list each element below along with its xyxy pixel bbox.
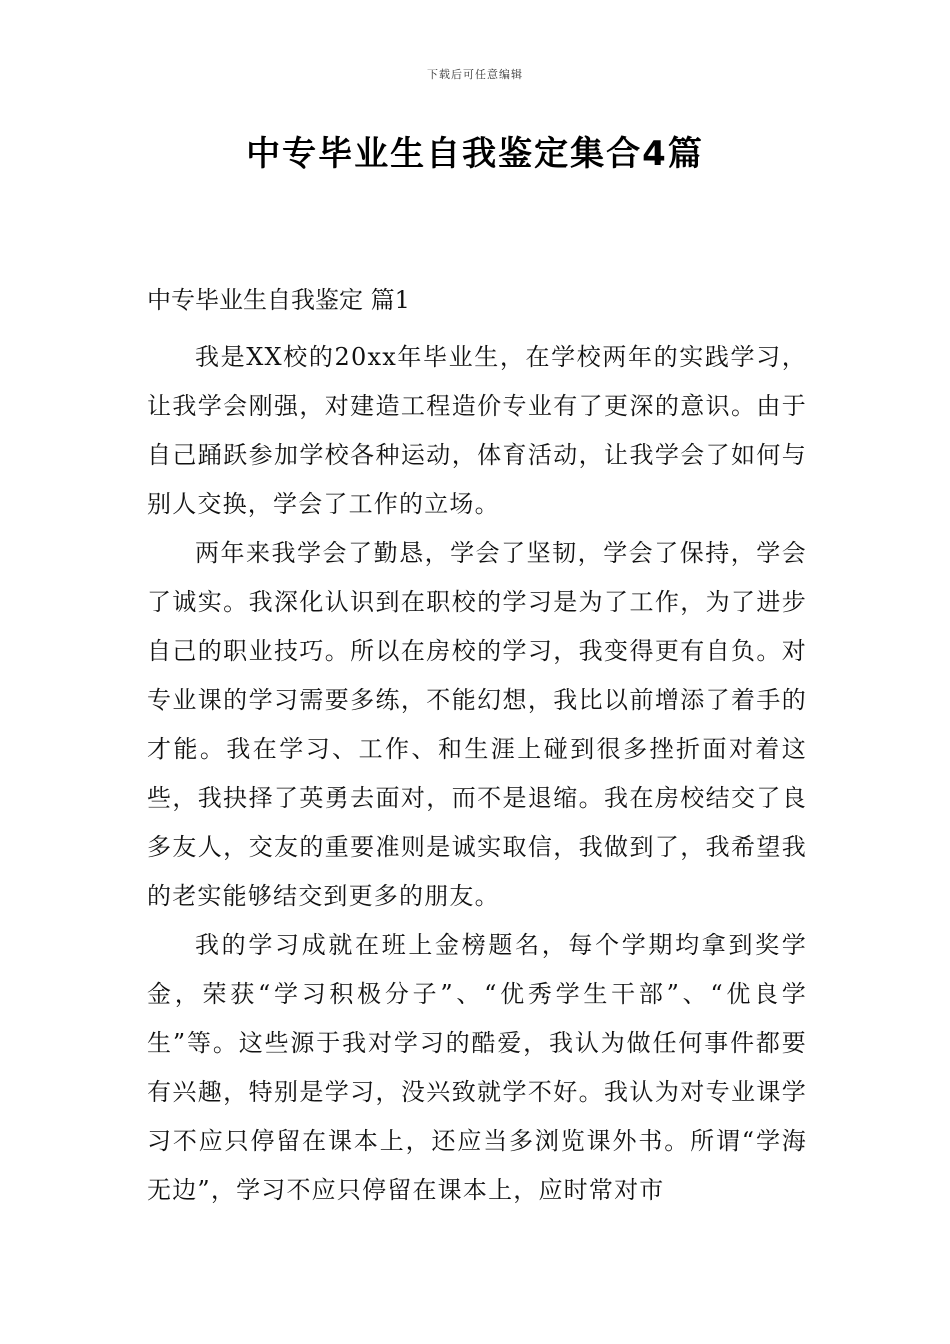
document-body	[147, 282, 807, 1215]
paragraph-2: 两年来我学会了勤恳，学会了坚韧，学会了保持，学会了诚实。我深化认识到在职校的学习是为了工作，为了进步自己的职业技巧。所以在房校的学习，我变得更有自负。对专业课的学习需要多练，不能幻想，我比以前增添了着手的才能。我在学习、工作、和生涯上碰到很多挫折面对着这些，我抉择了英勇去面对，而不是退缩。我在房校结交了良多友人，交友的重要准则是诚实取信，我做到了，我希望我的老实能够结交到更多的朋友。	[147, 539, 807, 910]
paragraph-3: 我的学习成就在班上金榜题名，每个学期均拿到奖学金，荣获“学习积极分子”、“优秀学生干部”、“优良学生”等。这些源于我对学习的酷爱，我认为做任何事件都要有兴趣，特别是学习，没兴致就学不好。我认为对专业课学习不应只停留在课本上，还应当多浏览课外书。所谓“学海无边”，学习不应只停留在课本上，应时常对市	[147, 931, 807, 1204]
paragraph-1: 我是XX校的20xx年毕业生，在学校两年的实践学习，让我学会刚强，对建造工程造价专业有了更深的意识。由于自己踊跃参加学校各种运动，体育活动，让我学会了如何与别人交换，学会了工作的立场。	[147, 343, 807, 518]
header-note: 下载后可任意编辑	[427, 68, 523, 81]
section-heading: 中专毕业生自我鉴定 篇1	[147, 286, 410, 314]
document-title: 中专毕业生自我鉴定集合4篇	[246, 134, 704, 174]
